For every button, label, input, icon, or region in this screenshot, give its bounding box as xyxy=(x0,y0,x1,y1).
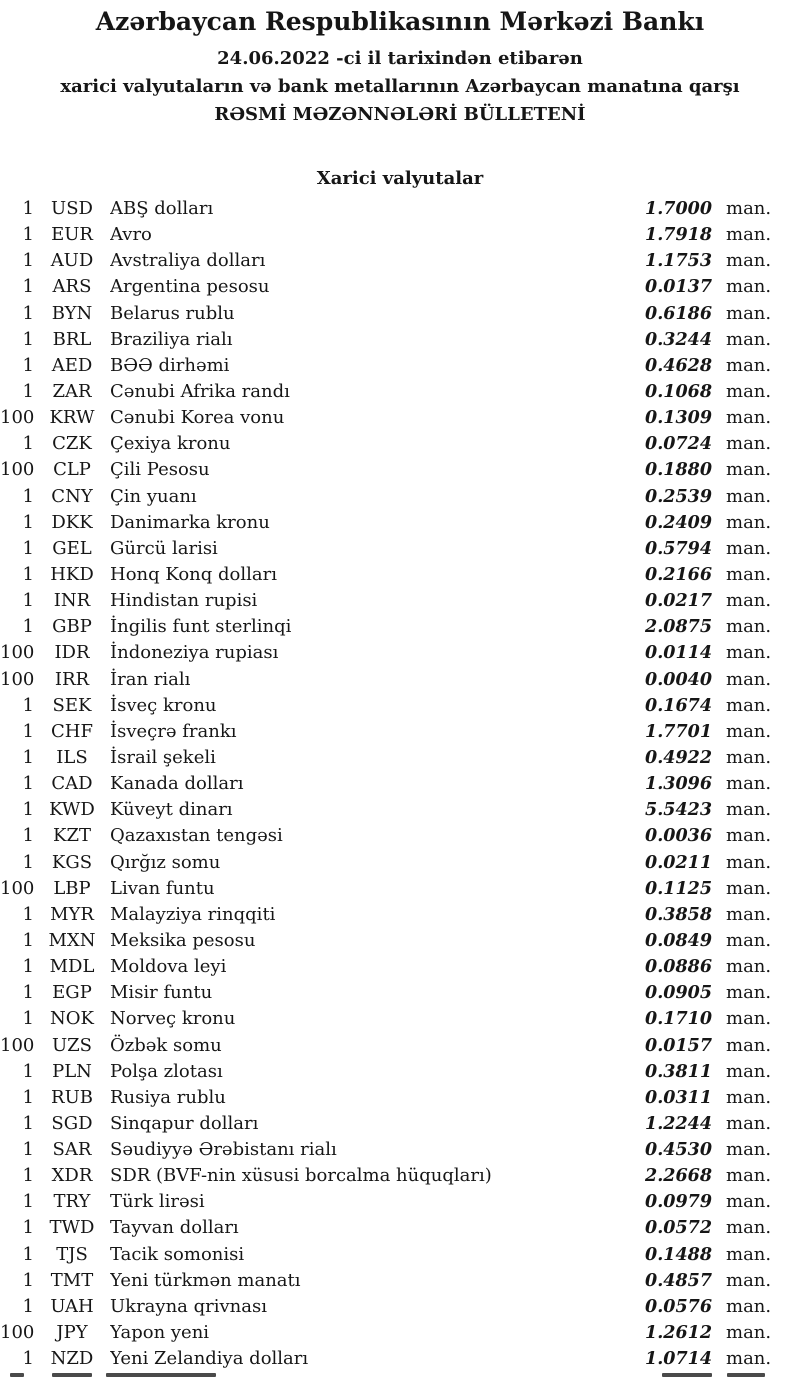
unit-label: man. xyxy=(726,616,772,638)
unit-label: man. xyxy=(726,1034,772,1056)
currency-code: CZK xyxy=(52,433,92,455)
amount: 1 xyxy=(22,250,34,272)
unit-label: man. xyxy=(726,537,772,559)
currency-name: Çexiya kronu xyxy=(110,433,231,455)
currency-code: ILS xyxy=(56,746,88,768)
currency-name: Türk lirəsi xyxy=(110,1191,205,1213)
unit-label: man. xyxy=(726,877,772,899)
currency-code: RUB xyxy=(51,1086,93,1108)
currency-code: CNY xyxy=(51,485,93,507)
rate-value: 1.2612 xyxy=(645,1323,712,1344)
rate-value: 0.3244 xyxy=(645,329,712,350)
unit-label: man. xyxy=(726,328,772,350)
rate-value: 0.0114 xyxy=(645,643,712,664)
rate-value: 0.4922 xyxy=(645,747,712,768)
currency-name: İsveçrə frankı xyxy=(110,720,237,742)
rate-value: 0.1068 xyxy=(645,381,712,402)
rate-row xyxy=(0,536,800,562)
amount: 1 xyxy=(22,1008,34,1030)
rate-value: 0.0849 xyxy=(645,930,712,951)
unit-label: man. xyxy=(726,1217,772,1239)
unit-label: man. xyxy=(726,433,772,455)
amount: 1 xyxy=(22,1086,34,1108)
currency-name: Avstraliya dolları xyxy=(110,250,266,272)
amount: 100 xyxy=(0,1322,35,1344)
amount: 1 xyxy=(22,773,34,795)
rate-row xyxy=(0,1294,800,1320)
currency-code: JPY xyxy=(56,1322,88,1344)
amount: 1 xyxy=(22,511,34,533)
rate-row xyxy=(0,693,800,719)
section-title-foreign-currencies: Xarici valyutalar xyxy=(316,168,484,189)
rate-value: 0.0040 xyxy=(645,669,712,690)
amount: 1 xyxy=(22,1112,34,1134)
currency-name: İsveç kronu xyxy=(110,694,217,716)
amount: 1 xyxy=(22,276,34,298)
amount: 1 xyxy=(22,982,34,1004)
rate-row xyxy=(0,588,800,614)
rate-row xyxy=(0,928,800,954)
rate-row xyxy=(0,1163,800,1189)
rate-row xyxy=(0,562,800,588)
rate-value: 1.0714 xyxy=(645,1349,712,1370)
amount: 1 xyxy=(22,590,34,612)
rate-row xyxy=(0,405,800,431)
currency-name: Sinqapur dolları xyxy=(110,1112,259,1134)
unit-label: man. xyxy=(726,354,772,376)
rate-value: 5.5423 xyxy=(645,800,712,821)
currency-name: Misir funtu xyxy=(110,982,213,1004)
unit-label: man. xyxy=(726,380,772,402)
currency-code: UZS xyxy=(51,1034,92,1056)
unit-label: man. xyxy=(726,511,772,533)
amount: 1 xyxy=(22,1191,34,1213)
rate-row xyxy=(0,1085,800,1111)
effective-date-line: 24.06.2022 -ci il tarixindən etibarən xyxy=(217,48,583,69)
rate-row xyxy=(0,379,800,405)
currency-code: NOK xyxy=(50,1008,94,1030)
currency-name: Braziliya rialı xyxy=(110,328,233,350)
unit-label: man. xyxy=(726,1269,772,1291)
unit-label: man. xyxy=(726,825,772,847)
amount: 1 xyxy=(22,328,34,350)
amount: 100 xyxy=(0,1034,35,1056)
currency-name: Malayziya rinqqiti xyxy=(110,903,276,925)
currency-code: AUD xyxy=(50,250,94,272)
rate-row xyxy=(0,823,800,849)
currency-code: USD xyxy=(51,198,93,219)
unit-label: man. xyxy=(726,590,772,612)
unit-label: man. xyxy=(726,1139,772,1161)
rate-value: 0.5794 xyxy=(645,538,712,559)
rate-row xyxy=(0,667,800,693)
amount: 1 xyxy=(22,380,34,402)
unit-label: man. xyxy=(726,929,772,951)
rate-value: 0.4628 xyxy=(645,355,712,376)
unit-label: man. xyxy=(726,720,772,742)
currency-name: BƏƏ dirhəmi xyxy=(110,354,230,376)
rate-row xyxy=(0,850,800,876)
cutoff-row-fragment xyxy=(662,1373,712,1377)
amount: 1 xyxy=(22,1217,34,1239)
amount: 1 xyxy=(22,825,34,847)
unit-label: man. xyxy=(726,642,772,664)
amount: 1 xyxy=(22,302,34,324)
rate-value: 0.6186 xyxy=(645,303,712,324)
amount: 100 xyxy=(0,877,35,899)
currency-name: Avro xyxy=(110,224,152,246)
currency-code: IRR xyxy=(54,668,90,690)
rate-row xyxy=(0,902,800,928)
currency-name: Yeni Zelandiya dolları xyxy=(110,1348,309,1370)
unit-label: man. xyxy=(726,1060,772,1082)
currency-name: Küveyt dinarı xyxy=(110,799,233,821)
amount: 1 xyxy=(22,1348,34,1370)
currency-code: INR xyxy=(53,590,91,612)
currency-code: AED xyxy=(51,354,93,376)
unit-label: man. xyxy=(726,903,772,925)
amount: 1 xyxy=(22,1295,34,1317)
unit-label: man. xyxy=(726,302,772,324)
currency-name: Danimarka kronu xyxy=(110,511,270,533)
unit-label: man. xyxy=(726,1191,772,1213)
rate-row xyxy=(0,719,800,745)
amount: 1 xyxy=(22,746,34,768)
currency-name: Özbək somu xyxy=(110,1034,222,1056)
rate-row xyxy=(0,1189,800,1215)
amount: 1 xyxy=(22,433,34,455)
amount: 1 xyxy=(22,616,34,638)
currency-name: Cənubi Korea vonu xyxy=(110,407,285,429)
rate-row xyxy=(0,457,800,483)
currency-name: SDR (BVF-nin xüsusi borcalma hüquqları) xyxy=(110,1165,492,1187)
amount: 100 xyxy=(0,642,35,664)
currency-name: Yapon yeni xyxy=(110,1322,210,1344)
rate-row xyxy=(0,1320,800,1346)
rate-value: 0.4857 xyxy=(645,1270,712,1291)
rate-row xyxy=(0,196,800,222)
unit-label: man. xyxy=(726,563,772,585)
unit-label: man. xyxy=(726,1008,772,1030)
unit-label: man. xyxy=(726,485,772,507)
unit-label: man. xyxy=(726,198,772,219)
amount: 1 xyxy=(22,929,34,951)
currency-name: Qazaxıstan tengəsi xyxy=(110,825,283,847)
rate-row xyxy=(0,954,800,980)
subtitle-line: xarici valyutaların və bank metallarının Azərbaycan manatına qarşı xyxy=(60,76,740,97)
rate-row xyxy=(0,745,800,771)
rate-row xyxy=(0,1346,800,1372)
currency-code: PLN xyxy=(52,1060,92,1082)
amount: 1 xyxy=(22,903,34,925)
amount: 1 xyxy=(22,694,34,716)
cutoff-row-fragment xyxy=(106,1373,216,1377)
currency-name: Çili Pesosu xyxy=(110,459,210,481)
unit-label: man. xyxy=(726,1243,772,1265)
currency-name: Qırğız somu xyxy=(110,851,221,873)
unit-label: man. xyxy=(726,459,772,481)
currency-code: SEK xyxy=(52,694,92,716)
currency-name: Meksika pesosu xyxy=(110,929,256,951)
amount: 1 xyxy=(22,851,34,873)
rate-value: 1.7701 xyxy=(645,721,712,742)
currency-code: GBP xyxy=(52,616,92,638)
rate-row xyxy=(0,484,800,510)
currency-name: ABŞ dolları xyxy=(110,198,214,219)
rate-row xyxy=(0,1033,800,1059)
currency-code: UAH xyxy=(50,1295,94,1317)
currency-code: KGS xyxy=(51,851,93,873)
currency-name: İngilis funt sterlinqi xyxy=(110,616,292,638)
rate-row xyxy=(0,222,800,248)
unit-label: man. xyxy=(726,250,772,272)
currency-name: Ukrayna qrivnası xyxy=(110,1295,267,1317)
currency-name: İran rialı xyxy=(110,668,191,690)
currency-code: MDL xyxy=(49,956,95,978)
rate-row xyxy=(0,431,800,457)
currency-name: Səudiyyə Ərəbistanı rialı xyxy=(110,1139,337,1161)
amount: 1 xyxy=(22,720,34,742)
rate-value: 0.2409 xyxy=(645,512,712,533)
currency-name: Rusiya rublu xyxy=(110,1086,226,1108)
unit-label: man. xyxy=(726,1165,772,1187)
rate-row xyxy=(0,274,800,300)
rates-table xyxy=(0,196,800,1372)
currency-code: SAR xyxy=(52,1139,92,1161)
cutoff-row-fragment xyxy=(52,1373,92,1377)
rate-row xyxy=(0,1268,800,1294)
currency-code: NZD xyxy=(50,1348,94,1370)
rate-value: 2.2668 xyxy=(645,1166,712,1187)
amount: 100 xyxy=(0,407,35,429)
amount: 1 xyxy=(22,537,34,559)
currency-code: BYN xyxy=(51,302,93,324)
amount: 1 xyxy=(22,1139,34,1161)
unit-label: man. xyxy=(726,956,772,978)
rate-row xyxy=(0,510,800,536)
currency-name: Kanada dolları xyxy=(110,773,244,795)
rate-value: 1.1753 xyxy=(645,251,712,272)
rate-value: 0.0572 xyxy=(645,1218,712,1239)
currency-code: EUR xyxy=(51,224,93,246)
currency-code: CAD xyxy=(51,773,93,795)
currency-code: ARS xyxy=(52,276,92,298)
currency-name: Hindistan rupisi xyxy=(110,590,258,612)
amount: 1 xyxy=(22,354,34,376)
rate-value: 0.0211 xyxy=(645,852,712,873)
rate-value: 0.0576 xyxy=(645,1296,712,1317)
unit-label: man. xyxy=(726,694,772,716)
rate-value: 0.0724 xyxy=(645,434,712,455)
amount: 1 xyxy=(22,198,34,219)
rate-value: 0.1710 xyxy=(645,1009,712,1030)
rate-value: 0.2166 xyxy=(645,564,712,585)
currency-code: SGD xyxy=(51,1112,93,1134)
rate-value: 0.0886 xyxy=(645,957,712,978)
currency-name: Çin yuanı xyxy=(110,485,197,507)
amount: 1 xyxy=(22,485,34,507)
rate-row xyxy=(0,1215,800,1241)
unit-label: man. xyxy=(726,1322,772,1344)
currency-name: Argentina pesosu xyxy=(110,276,270,298)
rate-row xyxy=(0,1059,800,1085)
rate-row xyxy=(0,1111,800,1137)
rate-value: 0.0217 xyxy=(645,591,712,612)
rate-value: 1.2244 xyxy=(645,1113,712,1134)
rate-row xyxy=(0,876,800,902)
rate-value: 0.0137 xyxy=(645,277,712,298)
unit-label: man. xyxy=(726,407,772,429)
currency-name: Belarus rublu xyxy=(110,302,235,324)
amount: 1 xyxy=(22,563,34,585)
rate-value: 0.1880 xyxy=(645,460,712,481)
amount: 1 xyxy=(22,1269,34,1291)
cutoff-row-fragment xyxy=(727,1373,765,1377)
currency-name: Moldova leyi xyxy=(110,956,227,978)
rate-row xyxy=(0,1006,800,1032)
rate-row xyxy=(0,640,800,666)
rate-row xyxy=(0,797,800,823)
currency-code: KZT xyxy=(53,825,91,847)
amount: 1 xyxy=(22,224,34,246)
unit-label: man. xyxy=(726,982,772,1004)
currency-code: KRW xyxy=(49,407,95,429)
rate-value: 1.3096 xyxy=(645,774,712,795)
unit-label: man. xyxy=(726,1348,772,1370)
currency-name: Norveç kronu xyxy=(110,1008,236,1030)
currency-code: HKD xyxy=(50,563,94,585)
currency-code: LBP xyxy=(53,877,91,899)
currency-code: TRY xyxy=(53,1191,91,1213)
rate-value: 1.7000 xyxy=(645,199,712,219)
currency-name: Cənubi Afrika randı xyxy=(110,380,290,402)
currency-code: IDR xyxy=(54,642,90,664)
amount: 1 xyxy=(22,956,34,978)
currency-code: ZAR xyxy=(52,380,92,402)
rate-row xyxy=(0,614,800,640)
rate-row xyxy=(0,327,800,353)
rate-value: 0.1309 xyxy=(645,408,712,429)
currency-name: Polşa zlotası xyxy=(110,1060,223,1082)
rate-value: 0.3858 xyxy=(645,904,712,925)
unit-label: man. xyxy=(726,851,772,873)
currency-name: Yeni türkmən manatı xyxy=(110,1269,301,1291)
unit-label: man. xyxy=(726,746,772,768)
currency-name: İsrail şekeli xyxy=(110,746,216,768)
rate-value: 0.0036 xyxy=(645,826,712,847)
unit-label: man. xyxy=(726,1086,772,1108)
currency-code: TJS xyxy=(56,1243,88,1265)
rate-value: 1.7918 xyxy=(645,225,712,246)
page-title: Azərbaycan Respublikasının Mərkəzi Bankı xyxy=(95,7,705,36)
currency-code: MYR xyxy=(50,903,94,925)
currency-code: EGP xyxy=(52,982,92,1004)
currency-code: BRL xyxy=(52,328,92,350)
currency-name: Honq Konq dolları xyxy=(110,563,277,585)
currency-name: İndoneziya rupiası xyxy=(110,642,279,664)
currency-name: Tacik somonisi xyxy=(110,1243,245,1265)
currency-name: Gürcü larisi xyxy=(110,537,218,559)
rate-value: 0.0157 xyxy=(645,1035,712,1056)
currency-code: CHF xyxy=(51,720,93,742)
bulletin-title-line: RƏSMİ MƏZƏNNƏLƏRİ BÜLLETENİ xyxy=(214,104,586,125)
currency-code: XDR xyxy=(51,1165,93,1187)
cutoff-row-fragment xyxy=(10,1373,24,1377)
rate-value: 0.3811 xyxy=(645,1061,712,1082)
rate-value: 0.1125 xyxy=(645,878,712,899)
unit-label: man. xyxy=(726,1112,772,1134)
rate-row xyxy=(0,1137,800,1163)
currency-name: Tayvan dolları xyxy=(110,1217,239,1239)
rate-row xyxy=(0,353,800,379)
unit-label: man. xyxy=(726,276,772,298)
unit-label: man. xyxy=(726,773,772,795)
rate-row xyxy=(0,248,800,274)
rate-value: 2.0875 xyxy=(645,617,712,638)
rate-value: 0.2539 xyxy=(645,486,712,507)
bulletin-header xyxy=(0,0,800,126)
rate-value: 0.0905 xyxy=(645,983,712,1004)
currency-code: TWD xyxy=(49,1217,95,1239)
unit-label: man. xyxy=(726,1295,772,1317)
unit-label: man. xyxy=(726,799,772,821)
rate-row xyxy=(0,771,800,797)
amount: 1 xyxy=(22,1165,34,1187)
unit-label: man. xyxy=(726,668,772,690)
currency-code: KWD xyxy=(49,799,95,821)
amount: 1 xyxy=(22,1243,34,1265)
rate-row xyxy=(0,1242,800,1268)
rate-row xyxy=(0,980,800,1006)
amount: 1 xyxy=(22,799,34,821)
rate-value: 0.0979 xyxy=(645,1192,712,1213)
rate-value: 0.4530 xyxy=(645,1140,712,1161)
amount: 100 xyxy=(0,459,35,481)
rate-value: 0.0311 xyxy=(645,1087,712,1108)
unit-label: man. xyxy=(726,224,772,246)
currency-name: Livan funtu xyxy=(110,877,215,899)
rate-value: 0.1674 xyxy=(645,695,712,716)
rate-row xyxy=(0,301,800,327)
currency-code: GEL xyxy=(52,537,92,559)
rate-value: 0.1488 xyxy=(645,1244,712,1265)
currency-code: TMT xyxy=(50,1269,94,1291)
amount: 100 xyxy=(0,668,35,690)
currency-code: DKK xyxy=(51,511,93,533)
amount: 1 xyxy=(22,1060,34,1082)
currency-code: MXN xyxy=(48,929,96,951)
currency-code: CLP xyxy=(53,459,91,481)
